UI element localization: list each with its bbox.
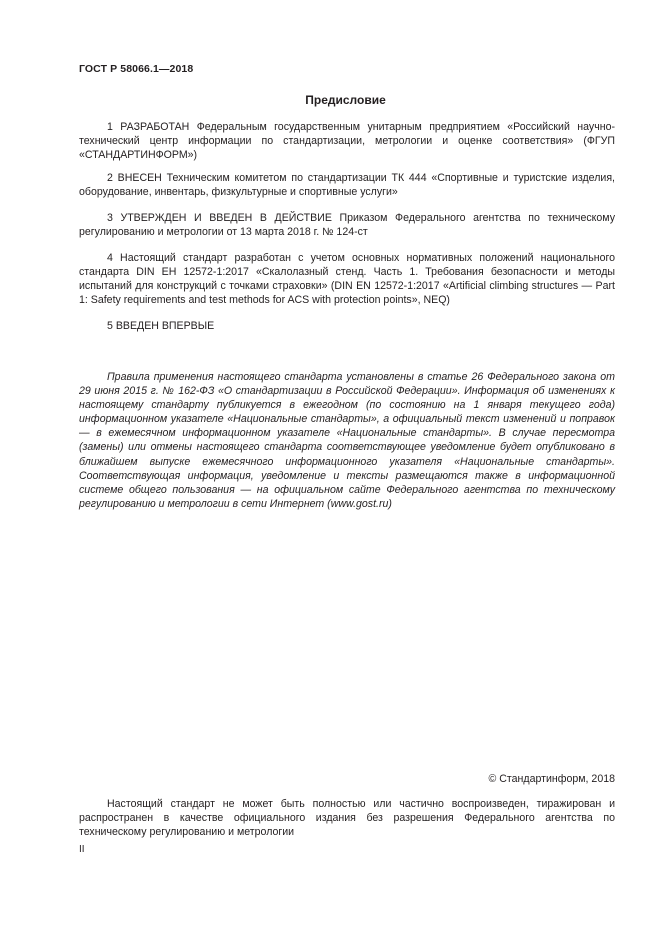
foreword-paragraph-1: 1 РАЗРАБОТАН Федеральным государственным унитарным предприятием «Российский научно-технический центр информации по стандартизации, метрологии и оценке соответствия» (ФГУП «СТАНДАРТИНФОРМ») bbox=[79, 121, 615, 161]
foreword-paragraph-5: 5 ВВЕДЕН ВПЕРВЫЕ bbox=[107, 320, 215, 332]
foreword-paragraph-2: 2 ВНЕСЕН Техническим комитетом по стандартизации ТК 444 «Спортивные и туристские изделия, оборудование, инвентарь, физкультурные и спортивные услуги» bbox=[79, 172, 615, 198]
page-number: II bbox=[79, 844, 85, 855]
foreword-paragraph-4: 4 Настоящий стандарт разработан с учетом основных нормативных положений национального стандарта DIN EH 12572-1:2017 «Скалолазный стенд. Часть 1. Требования безопасности и методы испытаний для конструкций с точками страховки» (DIN EN 12572-1:2017 «Artificial climbing structures — Part 1: Safety requirements and test methods for ACS with protection points», NEQ) bbox=[79, 252, 615, 306]
standard-number: ГОСТ Р 58066.1—2018 bbox=[79, 63, 194, 75]
copyright-line: © Стандартинформ, 2018 bbox=[488, 773, 615, 785]
application-rules-notice: Правила применения настоящего стандарта установлены в статье 26 Федерального закона от 29 июня 2015 г. № 162-ФЗ «О стандартизации в Российской Федерации». Информация об изменениях к настоящему стандарту публикуется в ежегодном (по состоянию на 1 января текущего года) информационном указателе «Национальные стандарты», а официальный текст изменений и поправок — в ежемесячном информационном указателе «Национальные стандарты». В случае пересмотра (замены) или отмены настоящего стандарта соответствующее уведомление будет опубликовано в ближайшем выпуске ежемесячного информационного указателя «Национальные стандарты». Соответствующая информация, уведомление и тексты размещаются также в информационной системе общего пользования — на официальном сайте Федерального агентства по техническому регулированию и метрологии в сети Интернет (www.gost.ru) bbox=[79, 371, 615, 510]
page-title: Предисловие bbox=[305, 93, 386, 107]
foreword-paragraph-3: 3 УТВЕРЖДЕН И ВВЕДЕН В ДЕЙСТВИЕ Приказом Федерального агентства по техническому регулированию и метрологии от 13 марта 2018 г. № 124-ст bbox=[79, 212, 615, 238]
reproduction-notice: Настоящий стандарт не может быть полностью или частично воспроизведен, тиражирован и распространен в качестве официального издания без разрешения Федерального агентства по техническому регулированию и метрологии bbox=[79, 798, 615, 838]
